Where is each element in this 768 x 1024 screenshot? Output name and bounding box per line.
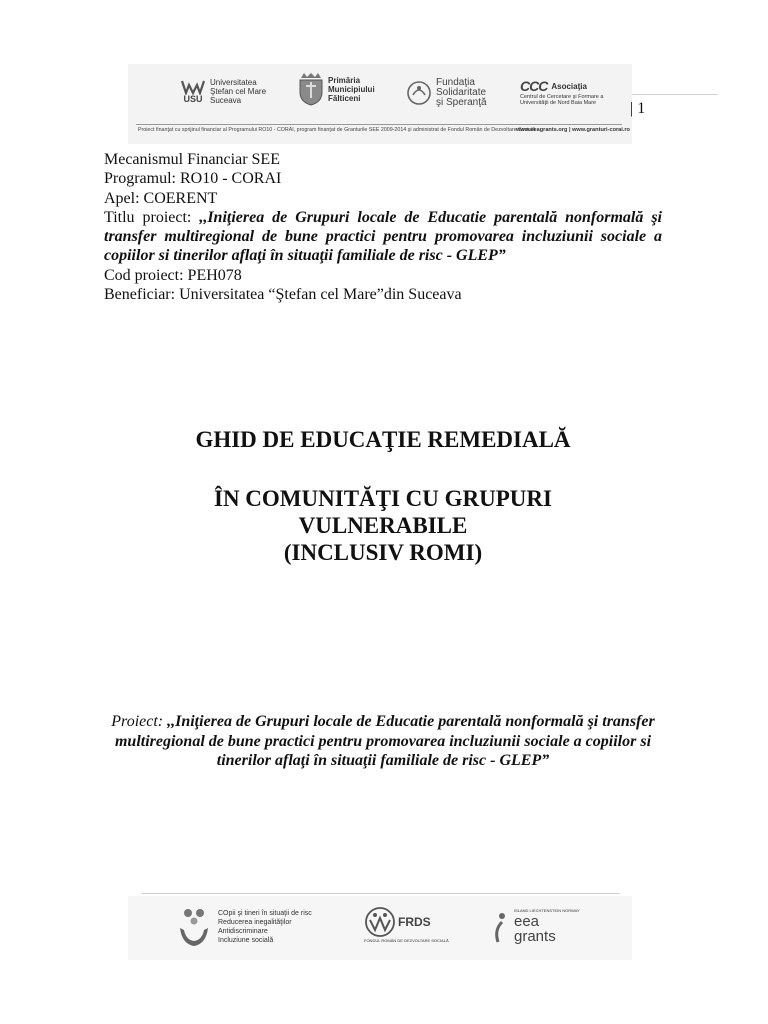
- people-hands-icon: [178, 906, 210, 948]
- document-title: [104, 426, 662, 566]
- program-line: Programul: RO10 - CORAI: [104, 170, 282, 188]
- ccc-name-line: Centrul de Cercetare şi Formare a: [520, 94, 604, 100]
- project-label: Proiect:: [111, 713, 168, 730]
- usu-logo: [180, 78, 266, 105]
- call-line: Apel: COERENT: [104, 189, 218, 207]
- frds-text: FRDS: [398, 915, 431, 929]
- fundatia-name-line: şi Speranţă: [436, 97, 487, 108]
- eea-text: eea: [514, 913, 540, 930]
- header-divider-line: [632, 94, 718, 95]
- title-line: (INCLUSIV ROMI): [283, 540, 483, 565]
- eea-top-text: ISLAND LIECHTENSTEIN NORWAY: [514, 908, 580, 913]
- project-paragraph: [104, 712, 662, 771]
- grants-text: grants: [514, 928, 556, 945]
- corai-logo: [178, 906, 312, 948]
- fundatia-name-line: Fundaţia: [436, 77, 475, 88]
- ccc-abbr: CCC: [520, 78, 548, 94]
- header-urls: www.eeagrants.org | www.granturi-corai.ro: [516, 127, 630, 133]
- eea-grants-logo: [492, 904, 580, 948]
- coat-of-arms-icon: [298, 72, 324, 106]
- frds-logo: [364, 906, 449, 943]
- ccc-name-line: Universităţii de Nord Baia Mare: [520, 100, 597, 106]
- mechanism-line: Mecanismul Financiar SEE: [104, 151, 280, 168]
- usu-abbr: USU: [183, 94, 203, 104]
- frds-emblem-icon: [364, 906, 400, 938]
- usu-emblem-icon: [180, 79, 206, 95]
- project-code-line: Cod proiect: PEH078: [104, 266, 242, 284]
- project-text: ,,Iniţierea de Grupuri locale de Educatie parentală nonformală şi transfer multiregional de bune practici pentru promovarea incluziunii sociale a copiilor si tinerilor aflaţi în situaţii familiale de risc - GLEP”: [114, 713, 655, 769]
- fundatia-name-line: Solidaritate: [436, 87, 487, 98]
- project-info: [104, 150, 662, 304]
- fundatia-logo: [406, 78, 487, 108]
- ccc-logo: [520, 78, 603, 106]
- funding-caption: Proiect finanţat cu sprijinul financiar al Programului RO10 - CORAI, program finanţat de Granturile SEE 2009-2014 şi administrat de Fondul Român de Dezvoltare Socială: [138, 127, 536, 133]
- usu-name-line: Universitatea: [210, 78, 257, 87]
- title-line: GHID DE EDUCAŢIE REMEDIALĂ: [195, 427, 571, 452]
- project-title-line: [104, 208, 662, 266]
- beneficiary-line: Beneficiar: Universitatea “Ştefan cel Mare”din Suceava: [104, 286, 462, 304]
- eea-dots-icon: [492, 904, 512, 948]
- usu-name-line: Suceava: [210, 96, 242, 105]
- corai-line: COpii şi tineri în situaţii de risc: [218, 910, 312, 917]
- header-rule: [136, 124, 622, 125]
- project-title-value: ,,Iniţierea de Grupuri locale de Educatie parentală nonformală şi transfer multiregional de bune practici pentru promovarea incluziunii sociale a copiilor si tinerilor aflaţi în situaţii familiale de risc - GLEP”: [104, 208, 662, 265]
- usu-name-line: Ştefan cel Mare: [210, 87, 267, 96]
- project-title-label: Titlu proiect:: [104, 208, 200, 226]
- footer-rule: [142, 893, 620, 894]
- corai-line: Reducerea inegalităţilor: [218, 919, 292, 926]
- corai-line: Incluziune socială: [218, 937, 274, 944]
- page-number: | 1: [630, 100, 646, 117]
- title-line: ÎN COMUNITĂŢI CU GRUPURI: [214, 486, 552, 511]
- primaria-name-line: Fălticeni: [328, 93, 361, 103]
- title-line: VULNERABILE: [298, 513, 468, 538]
- primaria-name-line: Municipiului: [328, 84, 375, 94]
- corai-line: Antidiscriminare: [218, 928, 268, 935]
- fundatia-emblem-icon: [406, 79, 432, 107]
- ccc-name-line: Asociaţia: [551, 81, 587, 91]
- primaria-logo: [298, 72, 375, 106]
- frds-caption: FONDUL ROMÂN DE DEZVOLTARE SOCIALĂ: [364, 938, 449, 943]
- primaria-name-line: Primăria: [328, 75, 361, 85]
